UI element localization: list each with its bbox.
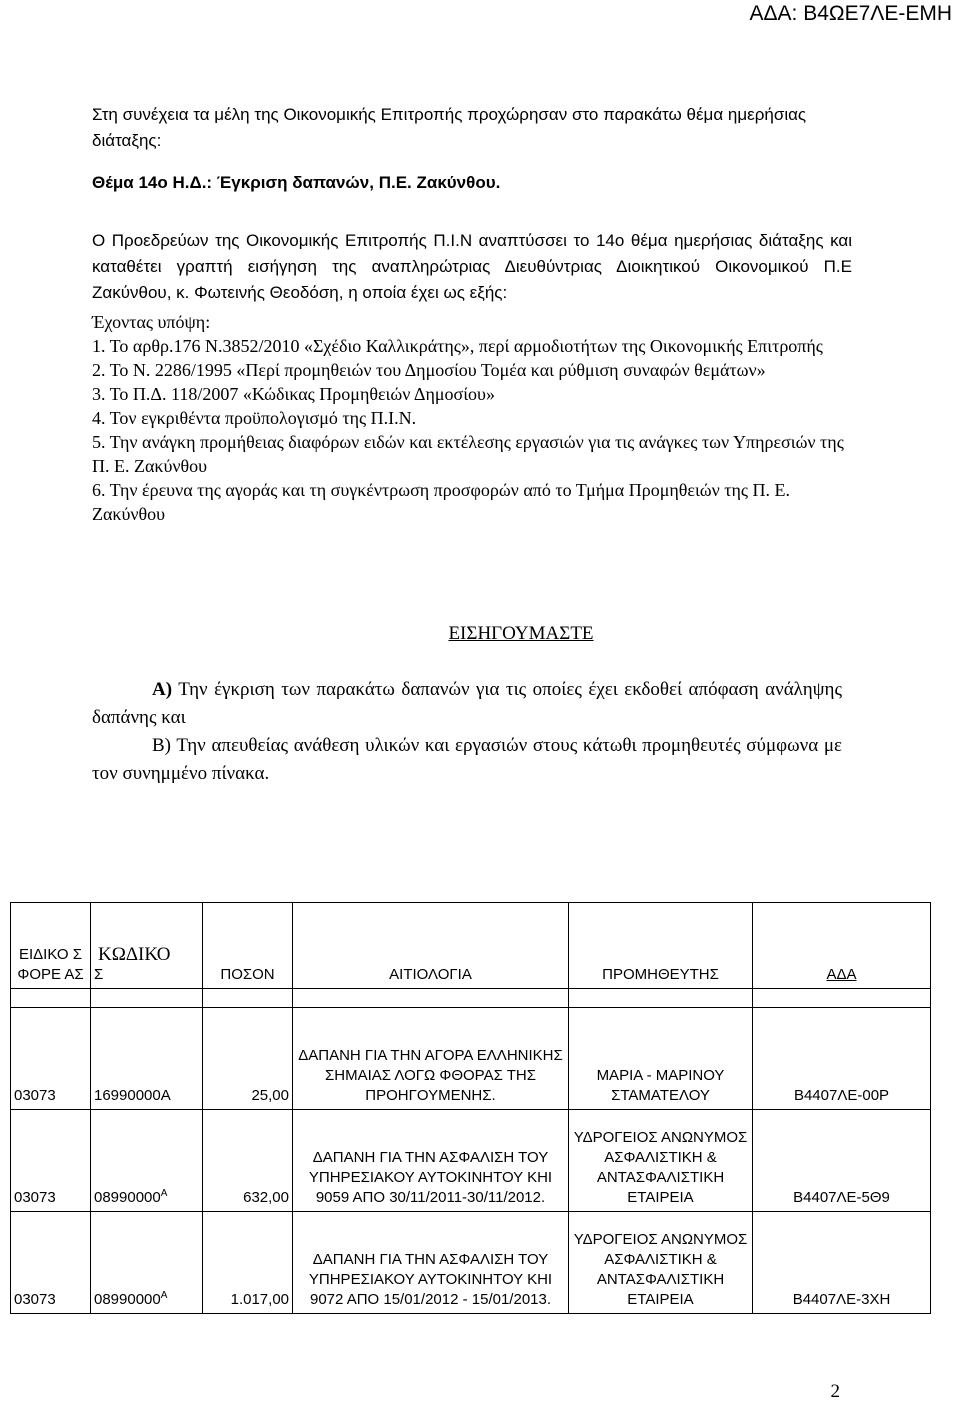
cell-foreas: 03073 [11,1110,91,1212]
table-row [11,1008,931,1110]
proposal-b [92,732,842,788]
spacer-cell [753,989,931,1008]
considering-item: 4. Τον εγκριθέντα προϋπολογισμό της Π.Ι.Ν. [92,408,417,428]
cell-kodikos-sup: Α [160,1188,168,1199]
header-foreas: ΕΙΔΙΚΟ Σ ΦΟΡΕ ΑΣ [11,903,91,989]
table-header-row [11,903,931,989]
cell-kodikos-value: 16990000Α [94,1087,171,1104]
spacer-cell [91,989,203,1008]
page-number: 2 [830,1381,840,1402]
considering-list [92,310,852,526]
intro-paragraph: Στη συνέχεια τα μέλη της Οικονομικής Επιτροπής προχώρησαν στο παρακάτω θέμα ημερήσιας διάταξης: [92,105,807,150]
considering-title: Έχοντας υπόψη: [92,312,211,332]
cell-kodikos [91,1008,203,1110]
cell-foreas: 03073 [11,1008,91,1110]
header-kodikos-end: Σ [94,966,104,983]
cell-aitiologia: ΔΑΠΑΝΗ ΓΙΑ ΤΗΝ ΑΓΟΡΑ ΕΛΛΗΝΙΚΗΣ ΣΗΜΑΙΑΣ ΛΟΓΩ ΦΘΟΡΑΣ ΤΗΣ ΠΡΟΗΓΟΥΜΕΝΗΣ. [293,1008,569,1110]
proposal-a-text: Την έγκριση των παρακάτω δαπανών για τις οποίες έχει εκδοθεί απόφαση ανάληψης δαπάνης και [92,679,842,728]
spacer-cell [569,989,753,1008]
proposal-b-text: Την απευθείας ανάθεση υλικών και εργασιών στους κάτωθι προμηθευτές σύμφωνα με τον συνημμένο πίνακα. [92,735,842,784]
cell-ada: Β4407ΛΕ-00Ρ [753,1008,931,1110]
proposal-text [92,676,842,788]
cell-poson: 25,00 [203,1008,293,1110]
expenses-table [10,902,931,1314]
cell-kodikos-value: 08990000 [94,1189,161,1206]
spacer-cell [293,989,569,1008]
subject-line: Θέμα 14ο Η.Δ.: Έγκριση δαπανών, Π.Ε. Ζακύνθου. [92,173,501,192]
considering-item: 6. Την έρευνα της αγοράς και τη συγκέντρωση προσφορών από το Τμήμα Προμηθειών της Π. Ε. Ζακύνθου [92,480,791,524]
cell-ada: Β4407ΛΕ-3ΧΗ [753,1212,931,1314]
proposal-a [92,676,842,732]
chair-paragraph: Ο Προεδρεύων της Οικονομικής Επιτροπής Π.Ι.Ν αναπτύσσει το 14ο θέμα ημερήσιας διάταξης και καταθέτει γραπτή εισήγηση της αναπληρώτριας Διευθύντριας Διοικητικού Οικονομικού Π.Ε Ζακύνθου, κ. Φωτεινής Θεοδόση, η οποία έχει ως εξής: [92,231,852,302]
cell-poson: 1.017,00 [203,1212,293,1314]
header-kodikos-main: ΚΩΔΙΚΟ [98,944,171,965]
cell-kodikos-sup: Α [160,1290,168,1301]
header-aitiologia: ΑΙΤΙΟΛΟΓΙΑ [293,903,569,989]
header-promitheftis: ΠΡΟΜΗΘΕΥΤΗΣ [569,903,753,989]
header-ada: ΑΔΑ [753,903,931,989]
cell-promitheftis: ΥΔΡΟΓΕΙΟΣ ΑΝΩΝΥΜΟΣ ΑΣΦΑΛΙΣΤΙΚΗ & ΑΝΤΑΣΦΑΛΙΣΤΙΚΗ ΕΤΑΙΡΕΙΑ [569,1110,753,1212]
cell-aitiologia: ΔΑΠΑΝΗ ΓΙΑ ΤΗΝ ΑΣΦΑΛΙΣΗ ΤΟΥ ΥΠΗΡΕΣΙΑΚΟΥ ΑΥΤΟΚΙΝΗΤΟΥ ΚΗΙ 9059 ΑΠΟ 30/11/2011-30/11/2012. [293,1110,569,1212]
considering-item: 1. Το αρθρ.176 Ν.3852/2010 «Σχέδιο Καλλικράτης», περί αρμοδιοτήτων της Οικονομικής Επιτροπής [92,336,823,356]
cell-poson: 632,00 [203,1110,293,1212]
considering-item: 5. Την ανάγκη προμήθειας διαφόρων ειδών και εκτέλεσης εργασιών για τις ανάγκες των Υπηρεσιών της Π. Ε. Ζακύνθου [92,432,844,476]
cell-promitheftis: ΜΑΡΙΑ - ΜΑΡΙΝΟΥ ΣΤΑΜΑΤΕΛΟΥ [569,1008,753,1110]
cell-promitheftis: ΥΔΡΟΓΕΙΟΣ ΑΝΩΝΥΜΟΣ ΑΣΦΑΛΙΣΤΙΚΗ & ΑΝΤΑΣΦΑΛΙΣΤΙΚΗ ΕΤΑΙΡΕΙΑ [569,1212,753,1314]
table-row [11,1110,931,1212]
table-spacer-row [11,989,931,1008]
spacer-cell [11,989,91,1008]
cell-kodikos [91,1110,203,1212]
proposal-heading: ΕΙΣΗΓΟΥΜΑΣΤΕ [448,623,594,644]
header-poson: ΠΟΣΟΝ [203,903,293,989]
cell-foreas: 03073 [11,1212,91,1314]
cell-aitiologia: ΔΑΠΑΝΗ ΓΙΑ ΤΗΝ ΑΣΦΑΛΙΣΗ ΤΟΥ ΥΠΗΡΕΣΙΑΚΟΥ ΑΥΤΟΚΙΝΗΤΟΥ ΚΗΙ 9072 ΑΠΟ 15/01/2012 - 15/01/2013. [293,1212,569,1314]
cell-ada: Β4407ΛΕ-5Θ9 [753,1110,931,1212]
proposal-b-label: Β) [152,735,171,756]
spacer-cell [203,989,293,1008]
considering-item: 3. Το Π.Δ. 118/2007 «Κώδικας Προμηθειών Δημοσίου» [92,384,495,404]
cell-kodikos-value: 08990000 [94,1291,161,1308]
table-row [11,1212,931,1314]
considering-item: 2. Το Ν. 2286/1995 «Περί προμηθειών του Δημοσίου Τομέα και ρύθμιση συναφών θεμάτων» [92,360,766,380]
header-kodikos [91,903,203,989]
proposal-a-label: Α) [152,679,173,700]
cell-kodikos [91,1212,203,1314]
ada-header: ΑΔΑ: Β4ΩΕ7ΛΕ-ΕΜΗ [749,2,952,25]
